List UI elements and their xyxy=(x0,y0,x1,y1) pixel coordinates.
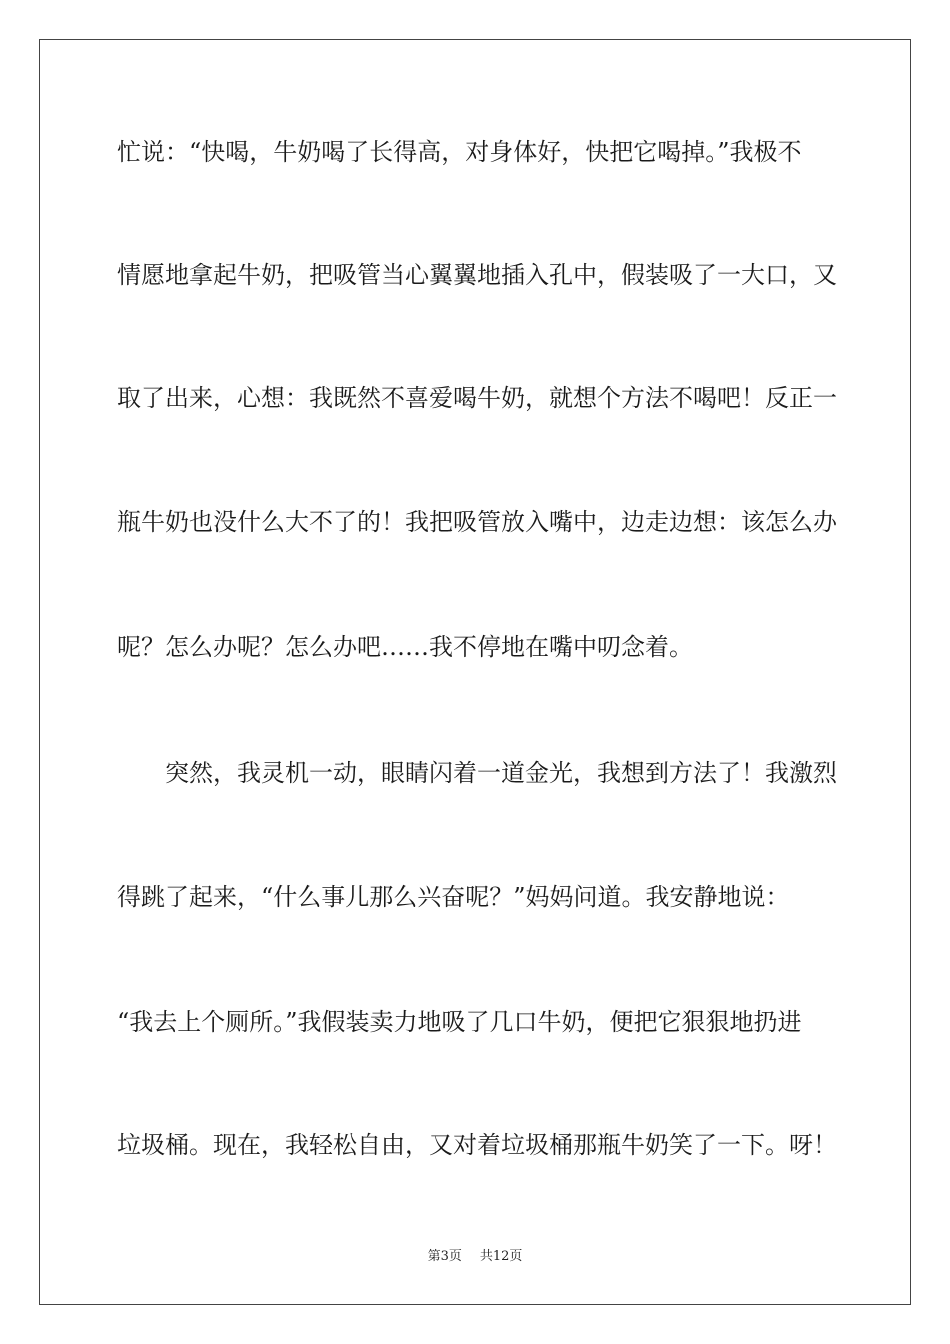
page-number: 第3页 xyxy=(427,1249,462,1264)
paragraph-line: 呢？怎么办呢？怎么办吧……我不停地在嘴中叨念着。 xyxy=(117,633,693,661)
paragraph-line: 垃圾桶。现在，我轻松自由，又对着垃圾桶那瓶牛奶笑了一下。呀！ xyxy=(117,1131,837,1159)
paragraph-line: “我去上个厕所。”我假装卖力地吸了几口牛奶，便把它狠狠地扔进 xyxy=(117,1008,802,1036)
paragraph-line: 瓶牛奶也没什么大不了的！我把吸管放入嘴中，边走边想：该怎么办 xyxy=(117,508,837,536)
paragraph-first-line: 突然，我灵机一动，眼睛闪着一道金光，我想到方法了！我激烈 xyxy=(165,759,837,787)
paragraph-line: 得跳了起来，“什么事儿那么兴奋呢？”妈妈问道。我安静地说： xyxy=(117,883,790,911)
paragraph-line: 取了出来，心想：我既然不喜爱喝牛奶，就想个方法不喝吧！反正一 xyxy=(117,384,837,412)
page-footer xyxy=(0,1248,950,1266)
paragraph-line: 情愿地拿起牛奶，把吸管当心翼翼地插入孔中，假装吸了一大口，又 xyxy=(117,261,837,289)
page-total: 共12页 xyxy=(479,1249,523,1264)
paragraph-line: 忙说：“快喝，牛奶喝了长得高，对身体好，快把它喝掉。”我极不 xyxy=(117,138,802,166)
page-border xyxy=(39,39,911,1305)
